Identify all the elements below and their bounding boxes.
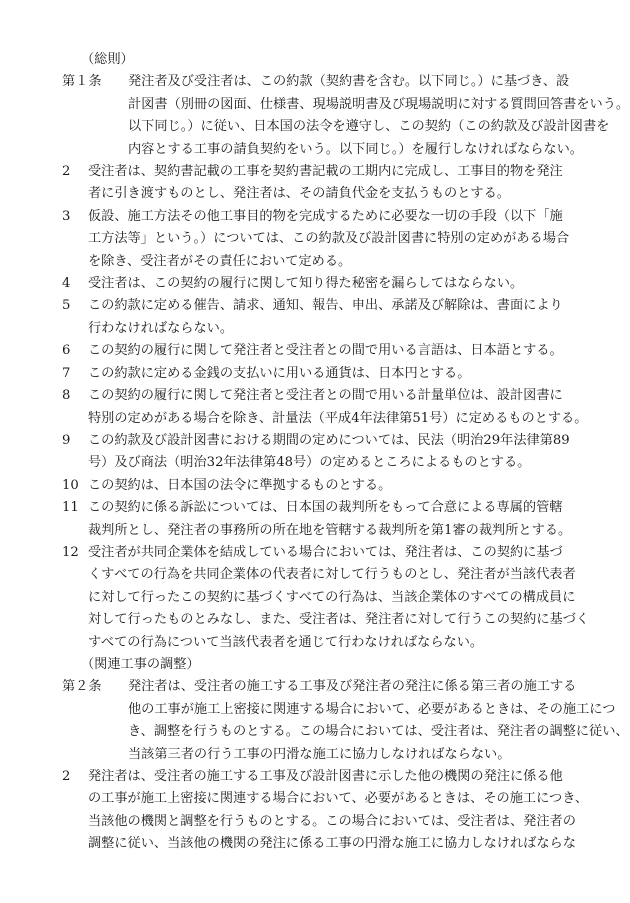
clause-number: 7 — [62, 365, 71, 381]
clause-text — [88, 497, 590, 542]
article-number: 第２条 — [62, 679, 102, 695]
text-line: この約款及び設計図書における期間の定めについては、民法（明治29年法律第89 — [88, 432, 570, 448]
clause-number: 3 — [62, 208, 71, 224]
text-line: この約款に定める金銭の支払いに用いる通貨は、日本円とする。 — [88, 365, 471, 381]
text-line: 発注者は、受注者の施工する工事及び設計図書に示した他の機関の発注に係る他 — [88, 769, 563, 784]
text-line: 内容とする工事の請負契約をいう。以下同じ。）を履行しなければならない。 — [128, 141, 583, 157]
clause-1-7 — [62, 363, 590, 385]
text-line: この約款に定める催告、請求、通知、報告、申出、承諾及び解除は、書面により — [88, 298, 563, 314]
clause-1-12 — [62, 542, 590, 654]
clause-number: 5 — [62, 298, 71, 314]
text-line: すべての行為について当該代表者を通じて行わなければならない。 — [88, 634, 484, 650]
text-line: 者に引き渡すものとし、発注者は、その請負代金を支払うものとする。 — [88, 186, 510, 202]
text-line: 以下同じ。）に従い、日本国の法令を遵守し、この契約（この約款及び設計図書を — [128, 119, 610, 135]
text-line: 特別の定めがある場合を除き、計量法（平成4年法律第51号）に定めるものとする。 — [88, 410, 588, 426]
clause-text — [88, 273, 590, 295]
text-line: この契約の履行に関して発注者と受注者との間で用いる計量単位は、設計図書に — [88, 388, 563, 404]
article-1 — [62, 71, 630, 161]
text-line: 行わなければならない。 — [88, 320, 234, 336]
text-line: 計図書（別冊の図面、仕様書、現場説明書及び現場説明に対する質問回答書をいう。 — [128, 96, 630, 112]
text-line: この契約の履行に関して発注者と受注者との間で用いる言語は、日本語とする。 — [88, 343, 563, 359]
clause-1-8 — [62, 385, 590, 430]
section-heading-related-works: （関連工事の調整） — [81, 656, 200, 672]
clause-number: 9 — [62, 432, 71, 448]
clause-text — [88, 161, 590, 206]
article-2 — [62, 676, 629, 766]
text-line: 受注者が共同企業体を結成している場合においては、発注者は、この契約に基づ — [88, 544, 563, 560]
text-line: 受注者は、この契約の履行に関して知り得た秘密を漏らしてはならない。 — [88, 276, 524, 292]
clause-1-5 — [62, 295, 590, 340]
clause-text — [88, 363, 590, 385]
clause-number: 2 — [62, 769, 71, 784]
text-line: くすべての行為を共同企業体の代表者に対して行うものとし、発注者が当該代表者 — [88, 567, 576, 583]
clause-1-10 — [62, 475, 590, 497]
clause-number: 4 — [62, 276, 71, 292]
text-line: の工事が施工上密接に関連する場合において、必要があるときは、その施工につき、 — [88, 791, 589, 807]
section-heading-general: （総則） — [81, 52, 134, 67]
text-line: この契約は、日本国の法令に準拠するものとする。 — [88, 477, 392, 493]
text-line: 号）及び商法（明治32年法律第48号）の定めるところによるものとする。 — [88, 455, 531, 471]
clause-1-2 — [62, 161, 590, 206]
clause-number: 6 — [62, 343, 71, 359]
text-line: 裁判所とし、発注者の事務所の所在地を管轄する裁判所を第1審の裁判所とする。 — [88, 522, 572, 538]
text-line: この契約に係る訴訟については、日本国の裁判所をもって合意による専属的管轄 — [88, 500, 563, 516]
clause-number: 10 — [62, 477, 79, 493]
clause-1-11 — [62, 497, 590, 542]
clause-2-2 — [62, 766, 590, 856]
text-line: 対して行ったものとみなし、また、受注者は、発注者に対して行うこの契約に基づく — [88, 612, 590, 628]
text-line: 発注者及び受注者は、この約款（契約書を含む。以下同じ。）に基づき、設 — [128, 74, 570, 90]
text-line: を除き、受注者がその責任において定める。 — [88, 253, 352, 269]
text-line: 工方法等」という。）については、この約款及び設計図書に特別の定めがある場合 — [88, 231, 570, 247]
clause-text — [88, 385, 590, 430]
clause-text — [88, 206, 590, 273]
text-line: 当該第三者の行う工事の円滑な施工に協力しなければならない。 — [128, 746, 511, 762]
clause-1-6 — [62, 340, 590, 362]
clause-text — [88, 340, 590, 362]
clause-1-3 — [62, 206, 590, 273]
text-line: 発注者は、受注者の施工する工事及び発注者の発注に係る第三者の施工する — [128, 679, 577, 695]
article-number: 第１条 — [62, 74, 102, 90]
clause-1-4 — [62, 273, 590, 295]
text-line: 当該他の機関と調整を行うものとする。この場合においては、受注者は、発注者の — [88, 813, 576, 829]
clause-text — [88, 295, 590, 340]
clause-number: 12 — [62, 544, 79, 560]
clause-1-9 — [62, 430, 590, 475]
article-text — [128, 71, 629, 161]
clause-text — [88, 430, 590, 475]
clause-number: 8 — [62, 388, 71, 404]
text-line: 調整に従い、当該他の機関の発注に係る工事の円滑な施工に協力しなければならな — [88, 836, 576, 852]
text-line: 仮設、施工方法その他工事目的物を完成するために必要な一切の手段（以下「施 — [88, 208, 563, 224]
clause-text — [88, 542, 590, 654]
article-text — [128, 676, 629, 766]
clause-number: 2 — [62, 164, 71, 180]
clause-number: 11 — [62, 500, 79, 516]
text-line: に対して行ったこの契約に基づくすべての行為は、当該企業体のすべての構成員に — [88, 589, 576, 605]
clause-text — [88, 766, 590, 856]
clause-text — [88, 475, 590, 497]
text-line: き、調整を行うものとする。この場合においては、受注者は、発注者の調整に従い、 — [128, 724, 629, 740]
text-line: 受注者は、契約書記載の工事を契約書記載の工期内に完成し、工事目的物を発注 — [88, 164, 563, 180]
text-line: 他の工事が施工上密接に関連する場合において、必要があるときは、その施工につ — [128, 701, 616, 717]
